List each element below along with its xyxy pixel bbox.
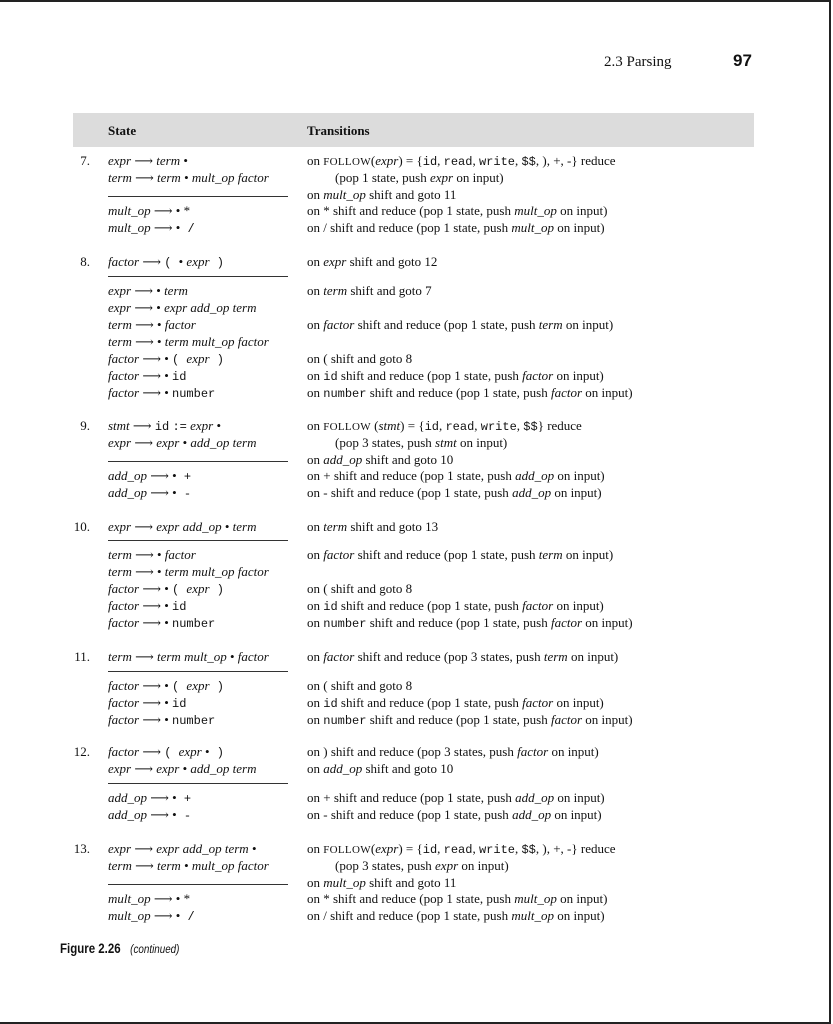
kernel-closure-divider <box>108 196 288 197</box>
state-number: 13. <box>73 841 90 856</box>
transition-line: on expr shift and goto 12 <box>307 254 438 269</box>
transition-line: on factor shift and reduce (pop 1 state, push term on input) <box>307 317 614 332</box>
transitions-column-header: Transitions <box>307 123 370 138</box>
lr-item: expr ⟶ expr • add_op term <box>108 435 257 450</box>
lr-item: mult_op ⟶ • * <box>108 891 191 906</box>
kernel-closure-divider <box>108 783 288 784</box>
transition-line: (pop 3 states, push stmt on input) <box>335 435 508 450</box>
state-number: 9. <box>80 418 90 433</box>
lr-item: factor ⟶ • number <box>108 385 216 401</box>
state-number: 12. <box>73 744 90 759</box>
transition-line: on / shift and reduce (pop 1 state, push mult_op on input) <box>307 908 605 923</box>
state-number: 8. <box>80 254 90 269</box>
transition-line: on FOLLOW(expr) = {id, read, write, $$, ), +, -} reduce <box>307 841 616 857</box>
lr-item: stmt ⟶ id := expr • <box>108 418 222 434</box>
lr-item: factor ⟶ • ( expr ) <box>108 678 224 694</box>
lr-item: factor ⟶ • ( expr ) <box>108 351 224 367</box>
lr-item: add_op ⟶ • - <box>108 485 192 501</box>
kernel-closure-divider <box>108 276 288 277</box>
lr-item: mult_op ⟶ • / <box>108 220 195 236</box>
lr-item: factor ⟶ • id <box>108 598 187 614</box>
transition-line: on id shift and reduce (pop 1 state, push factor on input) <box>307 368 604 384</box>
transition-line: on add_op shift and goto 10 <box>307 452 454 467</box>
transition-line: on factor shift and reduce (pop 3 states, push term on input) <box>307 649 619 664</box>
transition-line: on FOLLOW (stmt) = {id, read, write, $$} reduce <box>307 418 582 434</box>
lr-item: factor ⟶ • number <box>108 615 216 631</box>
kernel-closure-divider <box>108 540 288 541</box>
lr-item: expr ⟶ • term <box>108 283 188 298</box>
figure-label: Figure 2.26 <box>60 940 121 956</box>
lr-item: term ⟶ • factor <box>108 547 196 562</box>
transition-line: on number shift and reduce (pop 1 state, push factor on input) <box>307 615 633 631</box>
lr-item: factor ⟶ • id <box>108 695 187 711</box>
page-number: 97 <box>733 51 752 70</box>
transition-line: on ) shift and reduce (pop 3 states, push factor on input) <box>307 744 599 759</box>
transition-line: (pop 3 states, push expr on input) <box>335 858 509 873</box>
transition-line: on add_op shift and goto 10 <box>307 761 454 776</box>
lr-item: expr ⟶ expr add_op term • <box>108 841 257 856</box>
kernel-closure-divider <box>108 461 288 462</box>
state-number: 11. <box>74 649 90 664</box>
lr-item: factor ⟶ • number <box>108 712 216 728</box>
transition-line: on mult_op shift and goto 11 <box>307 875 457 890</box>
transition-line: on - shift and reduce (pop 1 state, push add_op on input) <box>307 807 602 822</box>
state-column-header: State <box>108 123 137 138</box>
lr-item: factor ⟶ • id <box>108 368 187 384</box>
transition-line: on ( shift and goto 8 <box>307 678 413 693</box>
lr-item: factor ⟶ • ( expr ) <box>108 581 224 597</box>
transition-line: on + shift and reduce (pop 1 state, push add_op on input) <box>307 790 605 805</box>
lr-item: add_op ⟶ • + <box>108 790 192 806</box>
transition-line: on term shift and goto 13 <box>307 519 439 534</box>
lr-item: factor ⟶ ( expr • ) <box>108 744 224 760</box>
lr-item: mult_op ⟶ • / <box>108 908 195 924</box>
transition-line: on factor shift and reduce (pop 1 state, push term on input) <box>307 547 614 562</box>
transition-line: on mult_op shift and goto 11 <box>307 187 457 202</box>
lr-item: term ⟶ • term mult_op factor <box>108 334 269 349</box>
transition-line: on term shift and goto 7 <box>307 283 432 298</box>
transition-line: on + shift and reduce (pop 1 state, push add_op on input) <box>307 468 605 483</box>
lr-item: term ⟶ • term mult_op factor <box>108 564 269 579</box>
transition-line: on ( shift and goto 8 <box>307 351 413 366</box>
figure-continued-note: (continued) <box>130 942 180 956</box>
lr-item: expr ⟶ expr • add_op term <box>108 761 257 776</box>
lr-item: add_op ⟶ • + <box>108 468 192 484</box>
transition-line: on number shift and reduce (pop 1 state, push factor on input) <box>307 712 633 728</box>
transition-line: on id shift and reduce (pop 1 state, push factor on input) <box>307 695 604 711</box>
transition-line: on * shift and reduce (pop 1 state, push mult_op on input) <box>307 891 608 906</box>
transition-line: on * shift and reduce (pop 1 state, push mult_op on input) <box>307 203 608 218</box>
kernel-closure-divider <box>108 671 288 672</box>
transition-line: (pop 1 state, push expr on input) <box>335 170 504 185</box>
transition-line: on - shift and reduce (pop 1 state, push add_op on input) <box>307 485 602 500</box>
transition-line: on number shift and reduce (pop 1 state, push factor on input) <box>307 385 633 401</box>
running-header-section: 2.3 Parsing <box>604 54 672 70</box>
kernel-closure-divider <box>108 884 288 885</box>
lr-item: term ⟶ • factor <box>108 317 196 332</box>
lr-item: expr ⟶ term • <box>108 153 188 168</box>
figure-caption <box>60 940 179 956</box>
transition-line: on id shift and reduce (pop 1 state, push factor on input) <box>307 598 604 614</box>
transition-line: on ( shift and goto 8 <box>307 581 413 596</box>
lr-item: mult_op ⟶ • * <box>108 203 191 218</box>
state-number: 10. <box>73 519 90 534</box>
transition-line: on / shift and reduce (pop 1 state, push mult_op on input) <box>307 220 605 235</box>
lr-item: factor ⟶ ( • expr ) <box>108 254 224 270</box>
lr-item: term ⟶ term • mult_op factor <box>108 170 269 185</box>
lr-item: expr ⟶ expr add_op • term <box>108 519 257 534</box>
lr-item: add_op ⟶ • - <box>108 807 192 823</box>
lr-item: term ⟶ term • mult_op factor <box>108 858 269 873</box>
state-number: 7. <box>80 153 90 168</box>
lr-item: term ⟶ term mult_op • factor <box>108 649 269 664</box>
transition-line: on FOLLOW(expr) = {id, read, write, $$, ), +, -} reduce <box>307 153 616 169</box>
lr-item: expr ⟶ • expr add_op term <box>108 300 257 315</box>
